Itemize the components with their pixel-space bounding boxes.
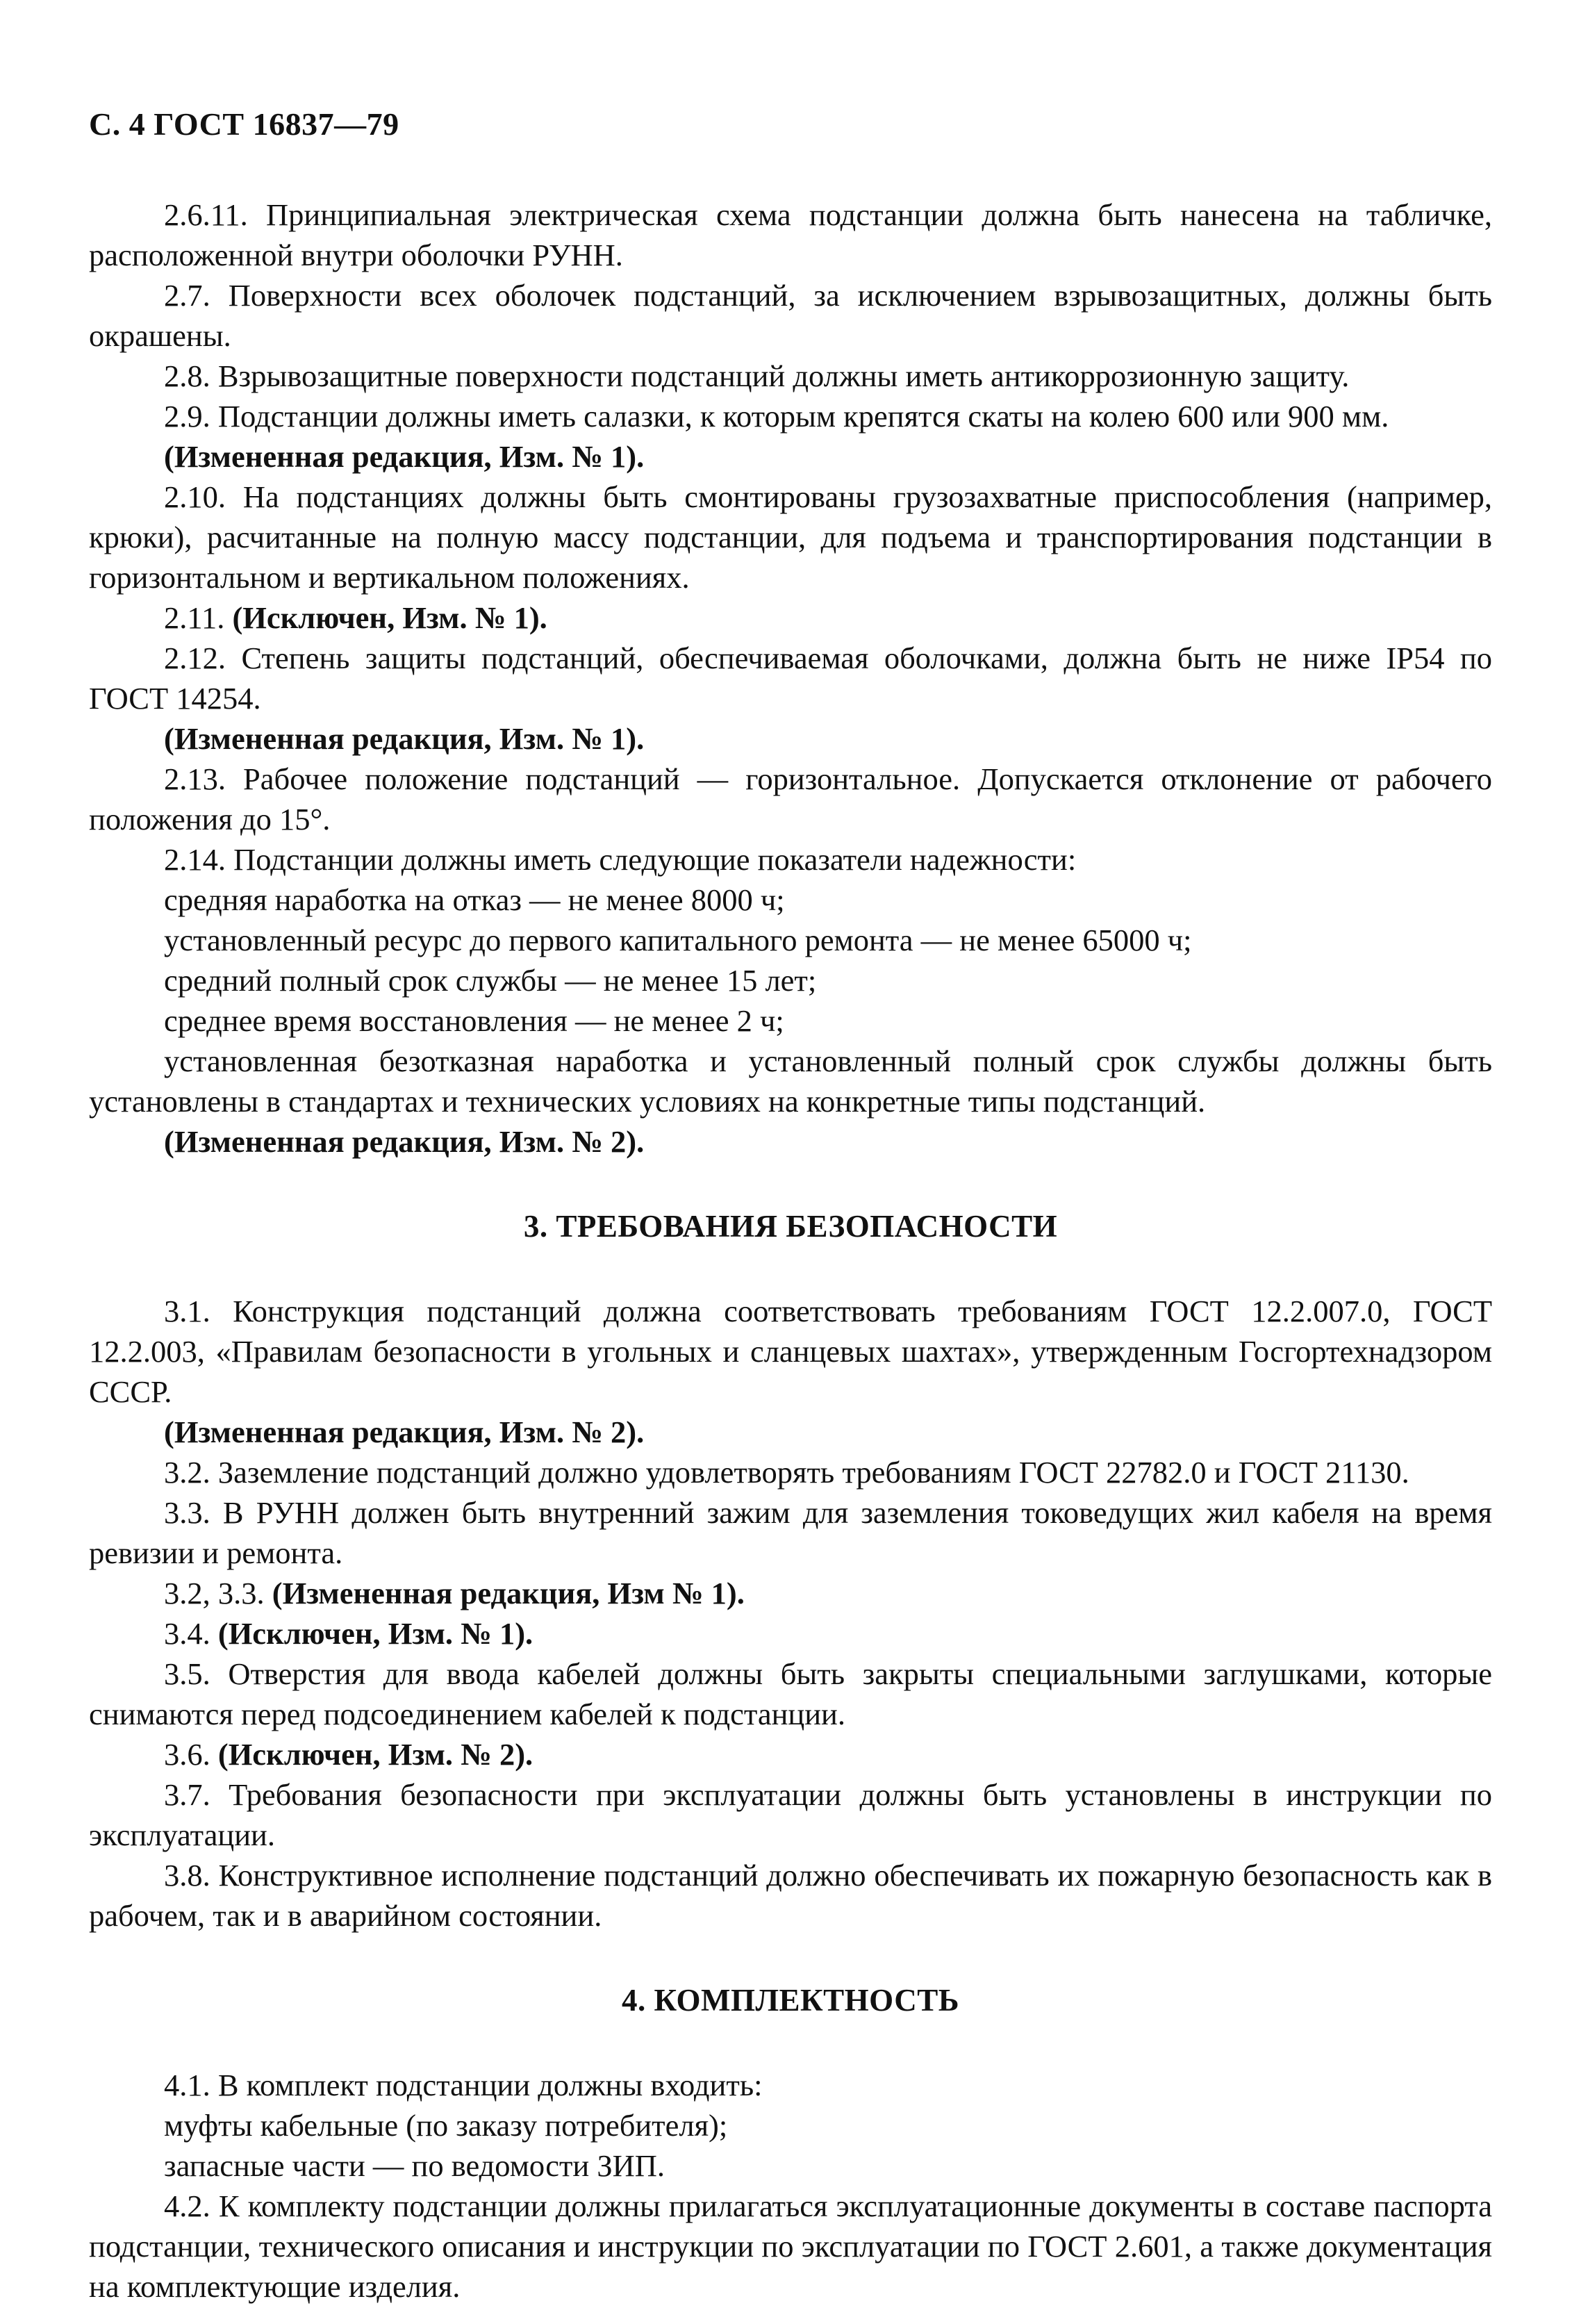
clause-3-3: 3.3. В РУНН должен быть внутренний зажим для заземления токоведущих жил кабеля на время ревизии и ремонта.: [89, 1495, 1492, 1570]
revision-note: (Исключен, Изм. № 1).: [232, 600, 547, 635]
clause-3-2-3-3: [89, 1573, 1492, 1613]
clause-number: 3.4.: [164, 1616, 210, 1651]
list-item: установленный ресурс до первого капитального ремонта — не менее 65000 ч;: [164, 923, 1192, 957]
clause-2-6-11: 2.6.11. Принципиальная электрическая схема подстанции должна быть нанесена на табличке, расположенной внутри оболочки РУНН.: [89, 197, 1492, 272]
clause-3-8: 3.8. Конструктивное исполнение подстанций должно обеспечивать их пожарную безопасность как в рабочем, так и в аварийном состоянии.: [89, 1858, 1492, 1933]
list-item: запасные части — по ведомости ЗИП.: [164, 2148, 665, 2183]
revision-note: (Измененная редакция, Изм. № 1).: [164, 721, 645, 756]
list-item: средний полный срок службы — не менее 15 лет;: [164, 963, 817, 998]
clause-2-12: 2.12. Степень защиты подстанций, обеспечиваемая оболочками, должна быть не ниже IP54 по ГОСТ 14254.: [89, 641, 1492, 716]
running-header: С. 4 ГОСТ 16837—79: [89, 106, 399, 142]
clause-2-14: 2.14. Подстанции должны иметь следующие показатели надежности:: [164, 842, 1077, 877]
list-item: среднее время восстановления — не менее 2 ч;: [164, 1003, 784, 1038]
revision-note: (Исключен, Изм. № 1).: [217, 1616, 533, 1651]
clause-3-2: 3.2. Заземление подстанций должно удовлетворять требованиям ГОСТ 22782.0 и ГОСТ 21130.: [164, 1455, 1409, 1490]
clause-2-7: 2.7. Поверхности всех оболочек подстанций, за исключением взрывозащитных, должны быть окрашены.: [89, 278, 1492, 353]
clause-3-1: 3.1. Конструкция подстанций должна соответствовать требованиям ГОСТ 12.2.007.0, ГОСТ 12.2.003, «Правилам безопасности в угольных и сланцевых шахтах», утвержденным Госгортехнадзором СССР.: [89, 1294, 1492, 1409]
clause-3-5: 3.5. Отверстия для ввода кабелей должны быть закрыты специальными заглушками, которые снимаются перед подсоединением кабелей к подстанции.: [89, 1656, 1492, 1731]
clause-2-11: [89, 598, 1492, 638]
clause-3-4: [89, 1613, 1492, 1654]
revision-note: (Измененная редакция, Изм. № 1).: [164, 439, 645, 474]
clause-number: 2.11.: [164, 600, 225, 635]
clause-3-6: [89, 1734, 1492, 1774]
clause-4-2: 4.2. К комплекту подстанции должны прилагаться эксплуатационные документы в составе паспорта подстанции, технического описания и инструкции по эксплуатации по ГОСТ 2.601, а также документация на комплектующие изделия.: [89, 2189, 1492, 2304]
revision-note: (Измененная редакция, Изм. № 2).: [164, 1124, 645, 1159]
clause-number: 3.6.: [164, 1737, 210, 1772]
clause-number: 3.2, 3.3.: [164, 1576, 265, 1610]
section-heading-4: 4. КОМПЛЕКТНОСТЬ: [622, 1983, 959, 2018]
revision-note: (Измененная редакция, Изм. № 2).: [164, 1415, 645, 1449]
clause-2-8: 2.8. Взрывозащитные поверхности подстанций должны иметь антикоррозионную защиту.: [164, 359, 1350, 393]
revision-note: (Исключен, Изм. № 2).: [217, 1737, 533, 1772]
clause-2-9: 2.9. Подстанции должны иметь салазки, к которым крепятся скаты на колею 600 или 900 мм.: [164, 399, 1389, 434]
list-item: установленная безотказная наработка и установленный полный срок службы должны быть установлены в стандартах и технических условиях на конкретные типы подстанций.: [89, 1044, 1492, 1119]
list-item: средняя наработка на отказ — не менее 8000 ч;: [164, 882, 785, 917]
section-heading-3: 3. ТРЕБОВАНИЯ БЕЗОПАСНОСТИ: [523, 1209, 1058, 1244]
clause-2-13: 2.13. Рабочее положение подстанций — горизонтальное. Допускается отклонение от рабочего положения до 15°.: [89, 761, 1492, 837]
revision-note: (Измененная редакция, Изм № 1).: [272, 1576, 745, 1610]
clause-4-1: 4.1. В комплект подстанции должны входить:: [164, 2068, 763, 2102]
list-item: муфты кабельные (по заказу потребителя);: [164, 2108, 728, 2143]
clause-2-10: 2.10. На подстанциях должны быть смонтированы грузозахватные приспособления (например, крюки), расчитанные на полную массу подстанции, для подъема и транспортирования подстанции в горизонтальном и вертикальном положениях.: [89, 479, 1492, 595]
clause-3-7: 3.7. Требования безопасности при эксплуатации должны быть установлены в инструкции по эксплуатации.: [89, 1777, 1492, 1852]
document-page: [89, 104, 1492, 2307]
